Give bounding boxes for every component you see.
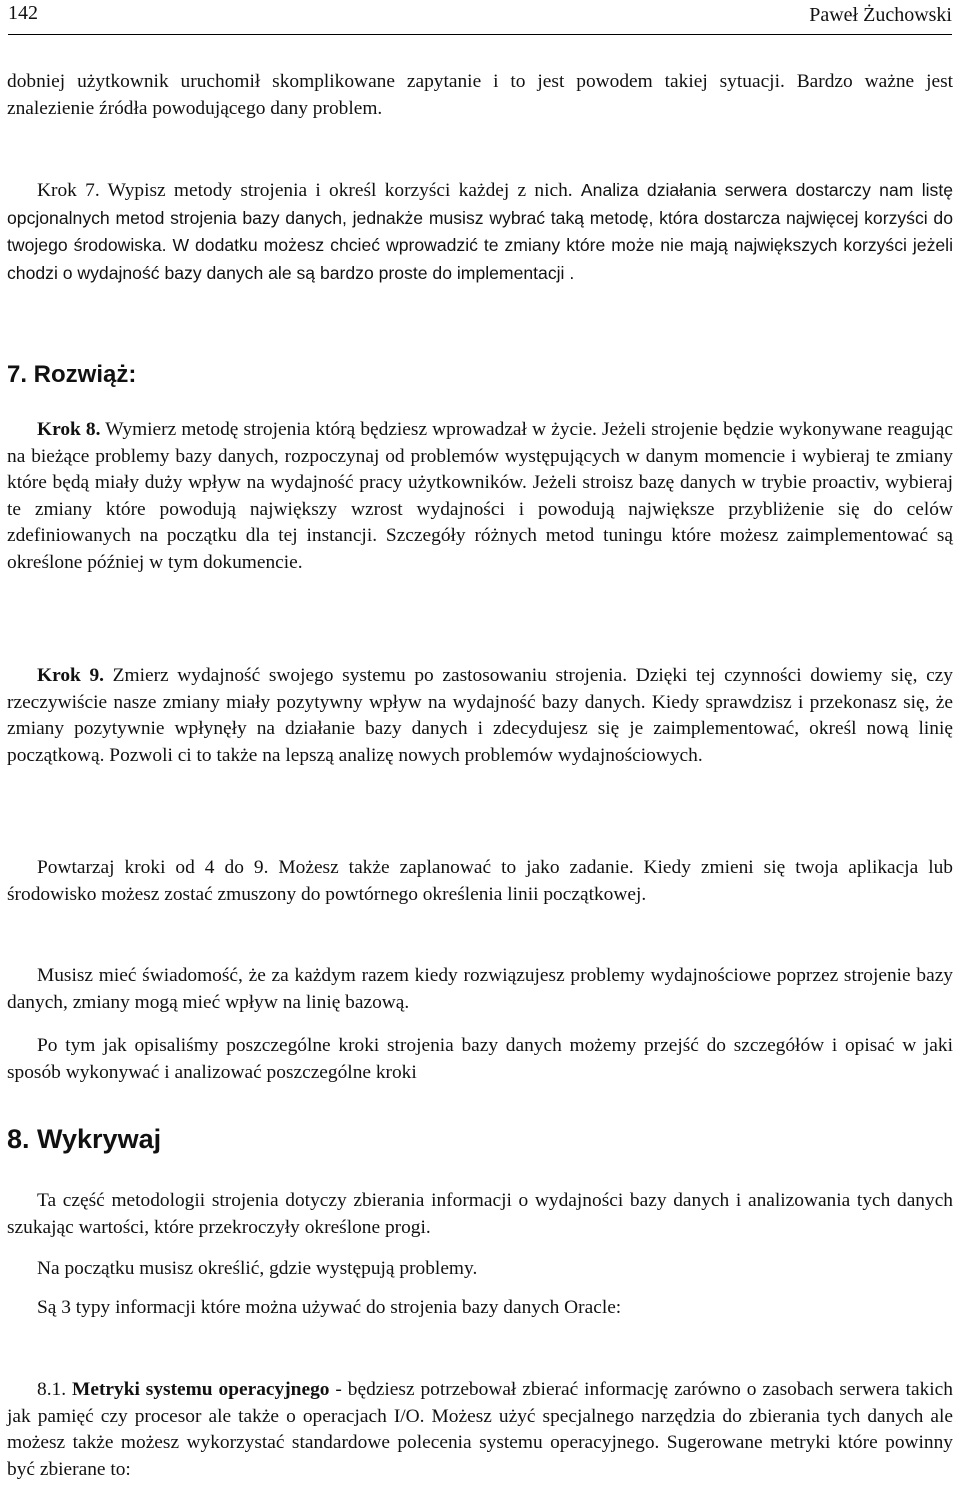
paragraph-8-intro [7, 1188, 953, 1241]
krok-8-label: Krok 8. [37, 419, 101, 440]
section-heading-8: 8. Wykrywaj [7, 1124, 162, 1154]
section-8-intro-text: Ta część metodologii strojenia dotyczy zbierania informacji o wydajności bazy danych i analizowania tych danych szukając wartości, które przekroczyły określone progi. [7, 1190, 953, 1238]
item-8-1-body: - będziesz potrzebował zbierać informację zarówno o zasobach serwera takich jak pamięć czy procesor ale także o operacjach I/O. Możesz użyć specjalnego narzędzia do zbierania tych danych ale możesz także możesz wykorzystać standardowe polecenia systemu operacyjnego. Sugerowane metryki które powinny być zbierane to: [7, 1379, 953, 1480]
repeat-text: Powtarzaj kroki od 4 do 9. Możesz także zaplanować to jako zadanie. Kiedy zmieni się twoja aplikacja lub środowisko możesz zostać zmuszony do powtórnego określenia linii początkowej. [7, 857, 953, 905]
krok-9-label: Krok 9. [37, 665, 105, 686]
paragraph-repeat [7, 855, 953, 908]
page-header [8, 0, 952, 35]
paragraph-8-where [7, 1256, 953, 1283]
paragraph-8-types [7, 1295, 953, 1322]
item-8-1-number: 8.1. [37, 1379, 67, 1400]
paragraph-8-1 [7, 1377, 953, 1483]
paragraph-krok-8 [7, 417, 953, 576]
running-header-author: Paweł Żuchowski [809, 4, 952, 26]
krok-9-body: Zmierz wydajność swojego systemu po zastosowaniu strojenia. Dzięki tej czynności dowiemy się, czy rzeczywiście nasze zmiany miały pozytywny wpływ na wydajność bazy danych. Kiedy sprawdzisz i przekonasz się, że zmiany pozytywnie wpłynęły na działanie bazy danych i zdecydujesz się je zaimplementować, określ nową linię początkową. Pozwoli ci to także na lepszą analizę nowych problemów wydajnościowych. [7, 665, 953, 766]
paragraph-after [7, 1033, 953, 1086]
paragraph-krok-9 [7, 663, 953, 769]
item-8-1-title: Metryki systemu operacyjnego [72, 1379, 330, 1400]
section-heading-7: 7. Rozwiąż: [7, 361, 137, 388]
paragraph-awareness [7, 963, 953, 1016]
after-text: Po tym jak opisaliśmy poszczególne kroki strojenia bazy danych możemy przejść do szczegółów i opisać w jaki sposób wykonywać i analizować poszczególne kroki [7, 1035, 953, 1083]
section-8-where-text: Na początku musisz określić, gdzie występują problemy. [37, 1258, 478, 1279]
paragraph-intro: dobniej użytkownik uruchomił skomplikowane zapytanie i to jest powodem takiej sytuacji. Bardzo ważne jest znalezienie źródła powodującego dany problem. [7, 71, 953, 119]
page-number: 142 [8, 2, 38, 24]
awareness-text: Musisz mieć świadomość, że za każdym razem kiedy rozwiązujesz problemy wydajnościowe poprzez strojenie bazy danych, zmiany mogą mieć wpływ na linię bazową. [7, 965, 953, 1013]
section-8-types-text: Są 3 typy informacji które można używać do strojenia bazy danych Oracle: [37, 1297, 622, 1318]
krok-7-title: Krok 7. Wypisz metody strojenia i określ korzyści każdej z nich. [37, 180, 573, 201]
krok-8-body: Wymierz metodę strojenia którą będziesz wprowadzał w życie. Jeżeli strojenie będzie wykonywane reagując na bieżące problemy bazy danych, rozpoczynaj od problemów występujących w danym momencie i wybieraj te zmiany które będą miały duży wpływ na wydajność pracy użytkowników. Jeżeli stroisz bazę danych w trybie proactiv, wybieraj te zmiany które powodują największy wzrost wydajności i powodują największe przybliżenie się do celów zdefiniowanych na początku dla tej instancji. Szczegóły różnych metod tuningu które możesz zaimplementować są określone później w tym dokumencie. [7, 419, 953, 573]
paragraph-krok-7 [7, 177, 953, 287]
krok-7-body: Analiza działania serwera dostarczy nam listę opcjonalnych metod strojenia bazy danych, jednakże musisz wybrać taką metodę, która dostarcza najwięcej korzyści do twojego środowiska. W dodatku możesz chcieć wprowadzić te zmiany które może nie mają największych korzyści jeżeli chodzi o wydajność bazy danych ale są bardzo proste do implementacji . [7, 180, 953, 283]
